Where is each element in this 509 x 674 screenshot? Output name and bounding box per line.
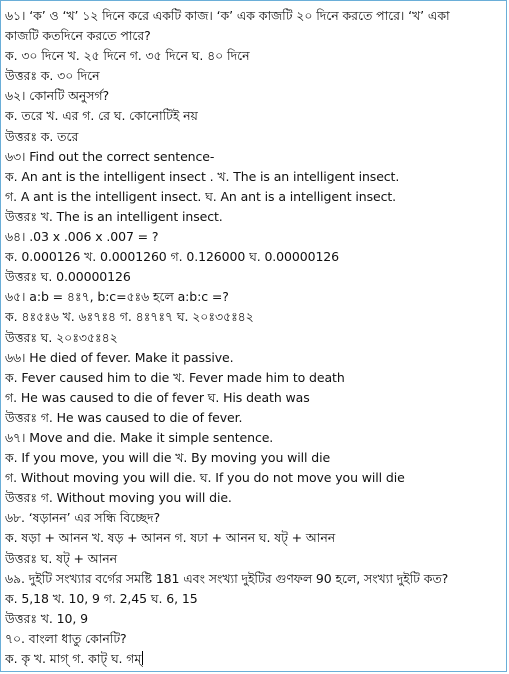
q64-answer: উত্তরঃ ঘ. 0.00000126 bbox=[5, 269, 131, 285]
q65-options: ক. ৪ঃ৫ঃ৬ খ. ৬ঃ৭ঃ৪ গ. ৪ঃ৭ঃ৭ ঘ. ২০ঃ৩৫ঃ৪২ bbox=[5, 309, 254, 325]
q70-question: ৭০. বাংলা ধাতু কোনটি? bbox=[5, 630, 127, 646]
q61-answer: উত্তরঃ ক. ৩০ দিনে bbox=[5, 68, 100, 84]
q69-options: ক. 5,18 খ. 10, 9 গ. 2,45 ঘ. 6, 15 bbox=[5, 590, 198, 606]
q67-options-1: ক. If you move, you will die খ. By moving you will die bbox=[5, 450, 331, 466]
q67-options-2: গ. Without moving you will die. ঘ. If you do not move you will die bbox=[5, 470, 405, 486]
q70-options: ক. কৃ খ. মাগ্ গ. কাট্ ঘ. গম্ bbox=[5, 651, 142, 666]
q70-options-line[interactable] bbox=[5, 649, 502, 669]
q68-question: ৬৮. ‘ষড়ানন’ এর সন্ধি বিচ্ছেদ? bbox=[5, 510, 161, 526]
q63-question: ৬৩। Find out the correct sentence- bbox=[5, 148, 215, 164]
q63-answer: উত্তরঃ খ. The is an intelligent insect. bbox=[5, 208, 223, 224]
q62-answer: উত্তরঃ ক. তরে bbox=[5, 128, 79, 144]
q64-options: ক. 0.000126 খ. 0.0001260 গ. 0.126000 ঘ. 0.00000126 bbox=[5, 249, 340, 265]
q67-question: ৬৭। Move and die. Make it simple sentence. bbox=[5, 429, 274, 445]
q63-options-2: গ. A ant is the intelligent insect. ঘ. An ant is a intelligent insect. bbox=[5, 188, 397, 204]
q61-line-1: ৬১। ‘ক’ ও ‘খ’ ১২ দিনে করে একটি কাজ। ‘ক’ এক কাজটি ২০ দিনে করতে পারে। ‘খ’ একা bbox=[5, 8, 450, 23]
q65-question: ৬৫। a:b = ৪ঃ৭, b:c=৫ঃ৬ হলে a:b:c =? bbox=[5, 289, 229, 305]
q62-options: ক. তরে খ. এর গ. রে ঘ. কোনোটিই নয় bbox=[5, 108, 198, 124]
q68-answer: উত্তরঃ ঘ. ষট্ + আনন bbox=[5, 550, 117, 566]
q61-options: ক. ৩০ দিনে খ. ২৫ দিনে গ. ৩৫ দিনে ঘ. ৪০ দিনে bbox=[5, 48, 250, 64]
q67-answer: উত্তরঃ গ. Without moving you will die. bbox=[5, 490, 232, 506]
q69-answer: উত্তরঃ খ. 10, 9 bbox=[5, 610, 88, 626]
q61-line-2: কাজটি কতদিনে করতে পারে? bbox=[5, 28, 151, 44]
q66-options-2: গ. He was caused to die of fever ঘ. His death was bbox=[5, 389, 310, 405]
q62-question: ৬২। কোনটি অনুসর্গ? bbox=[5, 88, 110, 104]
q66-options-1: ক. Fever caused him to die খ. Fever made him to death bbox=[5, 369, 345, 385]
q63-options-1: ক. An ant is the intelligent insect . খ. The is an intelligent insect. bbox=[5, 168, 400, 184]
q64-question: ৬৪। .03 x .006 x .007 = ? bbox=[5, 229, 159, 245]
document-body bbox=[5, 6, 502, 669]
text-cursor bbox=[142, 651, 143, 665]
q69-question: ৬৯. দুইটি সংখ্যার বর্গের সমষ্টি 181 এবং সংখ্যা দুইটির গুণফল 90 হলে, সংখ্যা দুইটি কত? bbox=[5, 570, 449, 586]
q68-options: ক. ষড়া + আনন খ. ষড় + আনন গ. ষঢা + আনন ঘ. ষট্ + আনন bbox=[5, 530, 336, 546]
q66-question: ৬৬। He died of fever. Make it passive. bbox=[5, 349, 234, 365]
q65-answer: উত্তরঃ ঘ. ২০ঃ৩৫ঃ৪২ bbox=[5, 329, 118, 345]
q66-answer: উত্তরঃ গ. He was caused to die of fever. bbox=[5, 409, 243, 425]
